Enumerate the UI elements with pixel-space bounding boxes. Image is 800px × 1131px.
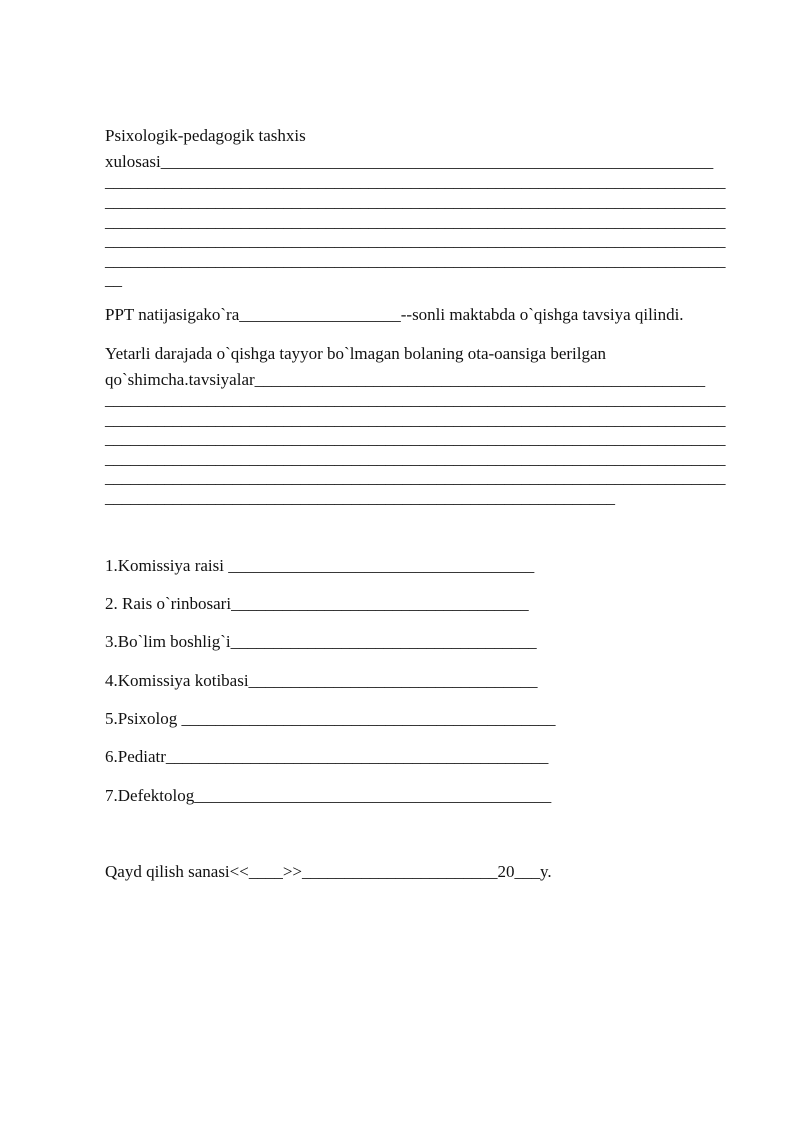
commission-member-line: 5.Psixolog ____________________________________________ (105, 709, 556, 728)
recommendations-label-line: qo`shimcha.tavsiyalar_____________________________________________________ (105, 370, 706, 389)
conclusion-blank-line: _________________________________________________________________________ (105, 192, 726, 211)
recommendations-blank-line: _________________________________________________________________________ (105, 468, 726, 487)
ppt-recommendation-sentence: PPT natijasigako`ra___________________--sonli maktabda o`qishga tavsiya qilindi. (105, 305, 684, 324)
recommendations-blank-line: _________________________________________________________________________ (105, 449, 726, 468)
commission-member-line: 4.Komissiya kotibasi__________________________________ (105, 671, 538, 690)
commission-member-line: 3.Bo`lim boshlig`i____________________________________ (105, 632, 537, 651)
conclusion-blank-line: _________________________________________________________________________ (105, 212, 726, 231)
registration-date-line: Qayd qilish sanasi<<____>>_______________________20___y. (105, 862, 552, 881)
recommendations-heading: Yetarli darajada o`qishga tayyor bo`lmagan bolaning ota-oansiga berilgan (105, 344, 607, 363)
recommendations-blank-line: _________________________________________________________________________ (105, 410, 726, 429)
conclusion-label-line: xulosasi_________________________________________________________________ (105, 152, 714, 171)
recommendations-blank-line: _________________________________________________________________________ (105, 390, 726, 409)
recommendations-blank-line: _________________________________________________________________________ (105, 429, 726, 448)
commission-member-line: 7.Defektolog__________________________________________ (105, 786, 552, 805)
commission-member-line: 6.Pediatr_____________________________________________ (105, 747, 549, 766)
conclusion-blank-line: _________________________________________________________________________ (105, 172, 726, 191)
conclusion-blank-line: __ (105, 270, 122, 289)
recommendations-blank-line: ____________________________________________________________ (105, 488, 615, 507)
conclusion-blank-line: _________________________________________________________________________ (105, 251, 726, 270)
conclusion-title: Psixologik-pedagogik tashxis (105, 126, 306, 145)
commission-member-line: 1.Komissiya raisi ____________________________________ (105, 556, 535, 575)
conclusion-blank-line: _________________________________________________________________________ (105, 231, 726, 250)
commission-member-line: 2. Rais o`rinbosari___________________________________ (105, 594, 529, 613)
